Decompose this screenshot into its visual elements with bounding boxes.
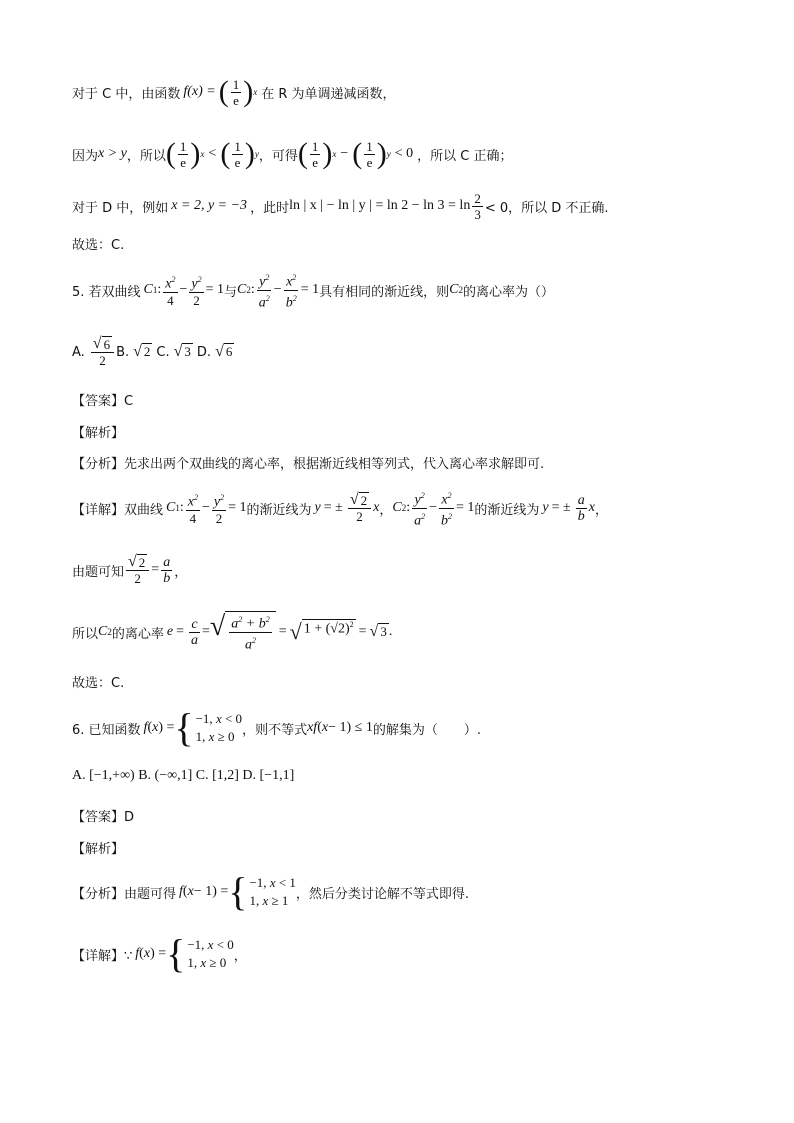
text: 【详解】双曲线 (72, 502, 164, 518)
text: 的渐近线为 (246, 502, 312, 518)
fenxi-5 (72, 453, 544, 472)
math: x > y (98, 146, 127, 161)
text: 【详解】∵ (72, 948, 133, 964)
option-b-label: B. (116, 344, 130, 360)
guxuan-5 (72, 672, 124, 691)
text: ，所以 C 正确； (417, 148, 513, 164)
text: 【答案】D (72, 810, 135, 825)
text: ，所以 (126, 148, 166, 164)
jiexi-5 (72, 422, 124, 441)
option-a-label: A. (72, 344, 85, 360)
text: 的解集为（ ）. (372, 722, 481, 738)
math: f(x) = (183, 84, 216, 99)
options-text: A. [−1,+∞) B. (−∞,1] C. [1,2] D. [−1,1] (72, 768, 295, 783)
text: 5. 若双曲线 (72, 284, 141, 300)
question-5-options: A. √ 6 2 B. √ 2 C. √ 3 D. √ 6 (72, 335, 233, 368)
text: 【解析】 (72, 842, 125, 857)
suoyi-5: 所以 C 2 的离心率 e = $\frac{c}{a}$ = √ $\frac{a^2 + b^2}{a^2}$ = √ $1 + (√2)^2$ = √ 3 . (72, 611, 393, 653)
text: ，可得 (258, 148, 298, 164)
jiexi-6 (72, 838, 124, 857)
text-line-4 (72, 234, 124, 253)
question-6: 6. 已知函数 f ( x ) = { −1, x < 0 1, x ≥ 0 ，则不等式 xf ( x − 1) ≤ 1 的解集为（ ）. (72, 705, 481, 750)
text: 具有相同的渐近线，则 (319, 284, 450, 300)
youti-5: 由题可知 √ 2 2 = $\frac{a}{b}$ ， (72, 553, 188, 586)
math: x = 2, y = −3 (171, 198, 248, 213)
text: 故选：C. (72, 238, 125, 253)
text: ，此时 (250, 200, 290, 216)
text: 的离心率 (111, 626, 164, 642)
option-d-label: D. (196, 344, 212, 360)
text-line-2: 因为 x > y ，所以 ( $\frac{1}{e}$ ) x < ( $\frac{1}{e}$ ) y ，可得 ( $\frac{1}{e}$ ) x − ( $\frac{1}{e}$ ) y < 0 ，所以 C 正确； (72, 137, 513, 170)
text: 在 R 为单调递减函数， (261, 86, 396, 102)
xiangjie-5: 【详解】双曲线 C 1 : $\frac{x^2}{4}$ − $\frac{y^2}{2}$ = 1 的渐近线为 y = ± √ 2 2 x ， C 2 : $\frac{y^2}{a^2}$ − $\frac{x^2}{b^2}$ = 1 的渐近线为 y = ± $\frac{a}{b}$ x ， (72, 488, 608, 528)
xiangjie-6: 【详解】∵ f ( x ) = { −1, x < 0 1, x ≥ 0 ， (72, 931, 247, 976)
text: 因为 (72, 148, 99, 164)
text: 【解析】 (72, 426, 125, 441)
text: 的渐近线为 (474, 502, 540, 518)
text-line-1: 对于 C 中，由函数 f(x) = ( $\frac{1}{e}$ ) x 在 R 为单调递减函数， (72, 75, 396, 108)
text: 与 (224, 284, 238, 300)
text: 【答案】C (72, 394, 134, 409)
answer-6 (72, 806, 134, 825)
question-6-options (72, 768, 294, 784)
text: 由题可知 (72, 564, 125, 580)
text: 对于 C 中，由函数 (72, 86, 181, 102)
text: 【分析】由题可得 (72, 886, 177, 902)
fraction: $\frac{1}{e}$ (232, 76, 240, 108)
text: ，然后分类讨论解不等式即得. (295, 886, 470, 902)
option-c-label: C. (156, 344, 170, 360)
text: < 0，所以 D 不正确. (484, 200, 609, 216)
text: 所以 (72, 626, 99, 642)
question-5: 5. 若双曲线 C 1 : $\frac{x^2}{4}$ − $\frac{y^2}{2}$ = 1 与 C 2 : $\frac{y^2}{a^2}$ − $\frac{x^2}{b^2}$ = 1 具有相同的渐近线，则 C 2 的离心率为（） (72, 272, 554, 308)
text: 故选：C. (72, 676, 125, 691)
fenxi-6: 【分析】由题可得 f ( x − 1) = { −1, x < 1 1, x ≥ 1 ，然后分类讨论解不等式即得. (72, 869, 470, 914)
text: ，则不等式 (242, 722, 308, 738)
text: 【分析】先求出两个双曲线的离心率，根据渐近线相等列式，代入离心率求解即可. (72, 457, 545, 472)
answer-5 (72, 390, 133, 409)
text: 对于 D 中，例如 (72, 200, 169, 216)
math: ln | x | − ln | y | = ln 2 − ln 3 = ln (289, 198, 471, 213)
text-line-3: 对于 D 中，例如 x = 2, y = −3 ，此时 ln | x | − ln | y | = ln 2 − ln 3 = ln $\frac{2}{3}$ < 0，所以 D 不正确. (72, 190, 609, 222)
text: 6. 已知函数 (72, 722, 141, 738)
text: 的离心率为（） (462, 284, 554, 300)
